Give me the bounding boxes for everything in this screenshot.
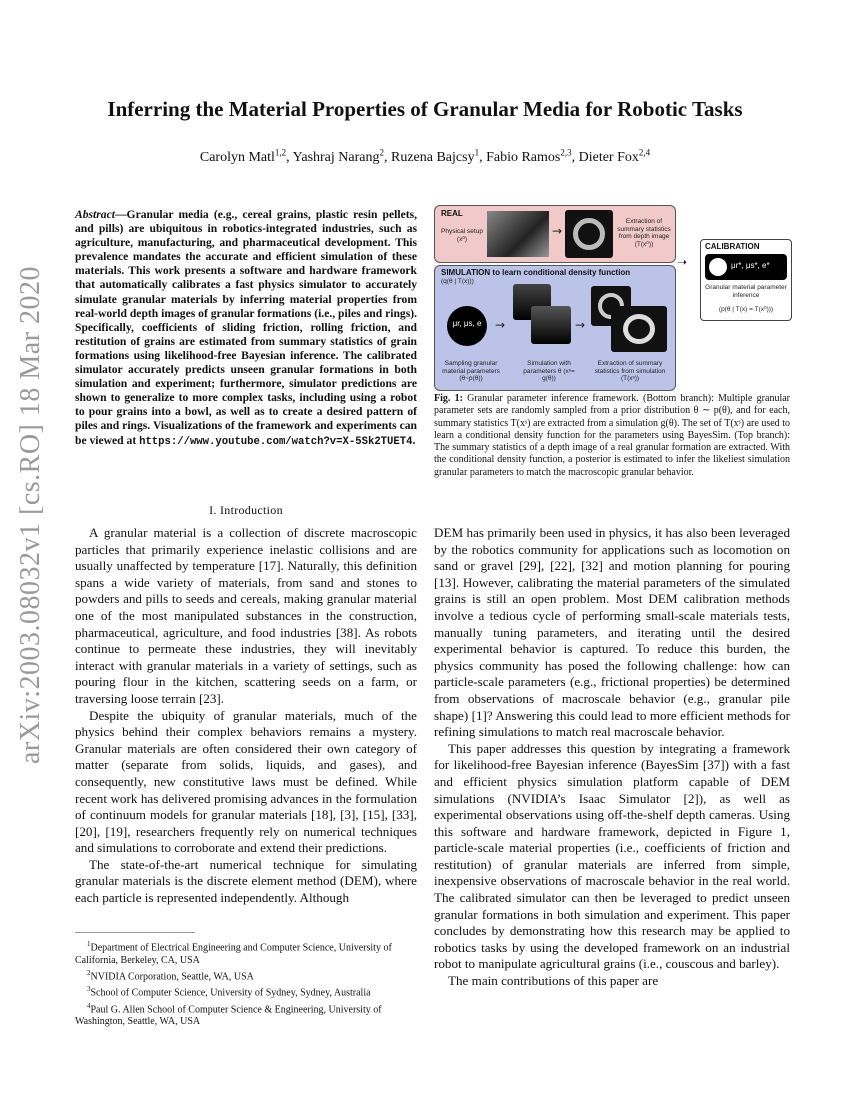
arxiv-stamp-text: arXiv:2003.08032v1 [cs.RO] 18 Mar 2020 [15,265,46,765]
right-column [434,525,790,990]
calibration-panel [700,239,792,321]
video-link[interactable]: https://www.youtube.com/watch?v=X-5Sk2TUET4 [139,435,413,448]
arxiv-sidebar-stamp [8,265,54,765]
figure-caption-label: Fig. 1: [434,393,463,404]
grain-ring-shape [573,218,605,250]
simulation-label: SIMULATION to learn conditional density function [441,268,631,277]
section-heading: I. Introduction [209,503,283,517]
paragraph: The main contributions of this paper are [448,973,659,989]
sim-extraction-label: Extraction of summary statistics from simulation (T(xˢ)) [594,360,666,382]
calibration-text: Granular material parameter inference [705,284,787,299]
footnote-divider [75,932,195,933]
sampling-label: Sampling granular material parameters (θ~p(θ)) [442,360,500,382]
abstract-label: Abstract [75,208,115,221]
paragraph: The state-of-the-art numerical technique for simulating granular materials is the discrete element method (DEM), where each particle is represented independently. Although [75,856,417,906]
simulated-depth-image-2 [611,306,667,352]
paper-title: Inferring the Material Properties of Granular Media for Robotic Tasks [107,97,743,121]
simulation-branch-panel [434,265,676,391]
calibration-label: CALIBRATION [705,242,760,251]
posterior-formula: (p(θ | T(x) = T(x⁰))) [718,306,774,313]
simulation-render-2 [531,306,571,344]
left-column [75,525,417,907]
arrow-right-icon: → [575,318,586,332]
real-branch-panel [434,205,676,263]
real-depth-image [565,210,613,258]
figure-1 [434,205,790,390]
parameter-sample-glyph: μr, μs, e [452,319,482,328]
paragraph: A granular material is a collection of discrete macroscopic particles that primarily experience inelastic collisions and are usually unaffected by temperature [17]. Naturally, this definition spans a wide variety of materials, from sand and stones to powders and pills to seeds and cereals, making granular material one of the most manipulated substances in the construction, pharmaceutical, agriculture, and food industries [38]. As robots continue to permeate these industries, they will inevitably interact with granular materials in a variety of settings, such as pouring flour in the kitchen, scattering seeds on a farm, or traversing loose terrain [23]. [75,525,417,706]
calibrated-parameter-box [705,254,787,280]
figure-caption [434,393,790,479]
arrow-right-icon: → [495,318,506,332]
grain-disc-icon [709,258,727,276]
paragraph: This paper addresses this question by integrating a framework for likelihood-free Bayesian inference (BayesSim [37]) with a fast and efficient physics simulation platform capable of DEM simulations (NVIDIA’s Isaac Simulator [2]), as well as experimental observations using off-the-shelf depth cameras. Using this software and hardware framework, depicted in Figure 1, particle-scale material properties (i.e., coefficients of friction and restitution) of granular materials are inferred from simple, inexpensive observations of macroscale behavior in the real world. The calibrated simulator can then be leveraged to predict unseen granular formations in both simulation and experiment. This paper concludes by demonstrating how this research may be applied to robotics tasks by using the developed framework on an industrial robot to manipulate agricultural grains (i.e., couscous and barley). [434,740,790,972]
footnotes [75,938,417,1029]
real-label: REAL [441,209,463,218]
author: Carolyn Matl$^{1,2}$, [199,147,293,165]
footnote: $^4$Paul G. Allen School of Computer Science & Engineering, University of Washington, Seattle, WA, USA [75,1001,382,1028]
author-list [0,147,850,166]
simulation-with-label: Simulation with parameters θ (xˢ= g(θ)) [523,360,575,382]
real-extraction-label: Extraction of summary statistics from depth image (T(x⁰)) [617,218,671,248]
parameter-sample-disc [447,306,487,346]
arrow-right-icon: → [552,224,563,238]
footnote: $^2$NVIDIA Corporation, Seattle, WA, USA [87,968,254,983]
footnote: $^1$Department of Electrical Engineering and Computer Science, University of California, Berkeley, CA, USA [75,940,392,966]
paragraph: DEM has primarily been used in physics, it has also been leveraged by the robotics community for applications such as locomotion on sand or gravel [29], [22], [32] and motion planning for pouring [13]. However, calibrating the material parameters of the simulated grains is still an open problem. Most DEM calibration methods involve a tedious cycle of performing small-scale materials tests, manually tuning parameters, and iterating until the desired experimental behavior is captured. To reduce this burden, the physics community has posed the following challenge: how can particle-scale parameters (e.g., frictional properties) be determined from observations of macroscale behavior (e.g., granular pile shape) [1]? Answering this could lead to more efficient methods for refining simulations to match real macroscale behavior. [434,525,790,740]
author: Yashraj Narang$^2$, [292,147,391,165]
calibrated-parameter-glyph: μr*, μs*, e* [731,261,770,270]
abstract: Abstract—Granular media (e.g., cereal grains, plastic resin pellets, and pills) are ubiquitous in robotics-integrated industries, such as agriculture, manufacturing, and pharmaceutical development. This prevalence mandates the accurate and efficient simulation of these materials. This work presents a software and hardware framework that automatically calibrates a fast physics simulator to accurately simulate granular materials by inferring material properties from real-world depth images of granular formations (i.e., piles and rings). Specifically, coefficients of sliding friction, rolling friction, and restitution of grains are estimated from summary statistics of grain formations using likelihood-free Bayesian inference. The calibrated simulator accurately predicts unseen granular formations in both simulation and experiment; furthermore, simulator predictions are shown to generalize to more complex tasks, including using a robot to pour grains into a bowl, as well as to create a desired pattern of piles and rings. Visualizations of the framework and experiments can be viewed at https://www.youtube.com/watch?v=X-5Sk2TUET4. [75,208,417,448]
physical-setup-photo [487,211,549,257]
arrow-to-calibration-icon: ➝ [677,255,688,269]
author: Fabio Ramos$^{2,3}$, [486,147,579,165]
author: Ruzena Bajcsy$^1$, [390,147,487,165]
author: Dieter Fox$^{2,4}$ [578,147,651,165]
paragraph: Despite the ubiquity of granular materials, much of the physics behind their complex behaviors remains a mystery. Granular materials are often considered their own category of matter (separate from solids, liquids, and gases), and consequently, new constitutive laws must be defined. While recent work has delivered promising advances in the formulation of continuum models for granular materials [18], [3], [15], [33], [20], [19], researchers frequently rely on numerical techniques and simulations to corroborate and extend their predictions. [75,707,417,856]
figure-caption-text: Granular parameter inference framework. (Bottom branch): Multiple granular parameter sets are randomly sampled from a prior distribution θ ∼ p(θ), and for each, summary statistics T(xˢ) are extracted from a simulation g(θ). The set of T(xˢ) are used to learn a conditional density function for the parameters using BayesSim. (Top branch): The summary statistics of a depth image of a real granular formation are extracted. With the conditional density function, a posterior is estimated to infer the likeliest simulation granular parameters to match the macroscopic granular behavior. [434,393,790,478]
conditional-density-formula: (q(θ | T(x))) [441,278,474,285]
footnote: $^3$School of Computer Science, University of Sydney, Sydney, Australia [87,985,371,999]
grain-ring-shape [623,314,655,344]
abstract-text: Granular media (e.g., cereal grains, plastic resin pellets, and pills) are ubiquitous in robotics-integrated industries, such as agriculture, manufacturing, and pharmaceutical development. This prevalence mandates the accurate and efficient simulation of these materials. This work presents a software and hardware framework that automatically calibrates a fast physics simulator to accurately simulate granular materials by inferring material properties from real-world depth images of granular formations (i.e., piles and rings). Specifically, coefficients of sliding friction, rolling friction, and restitution of grains are estimated from summary statistics of grain formations using likelihood-free Bayesian inference. The calibrated simulator accurately predicts unseen granular formations in both simulation and experiment; furthermore, simulator predictions are shown to generalize to more complex tasks, including using a robot to pour grains into a bowl, as well as to create a desired pattern of piles and rings. Visualizations of the framework and experiments can be viewed at [75,208,417,447]
physical-setup-label: Physical setup (x⁰) [441,228,483,243]
